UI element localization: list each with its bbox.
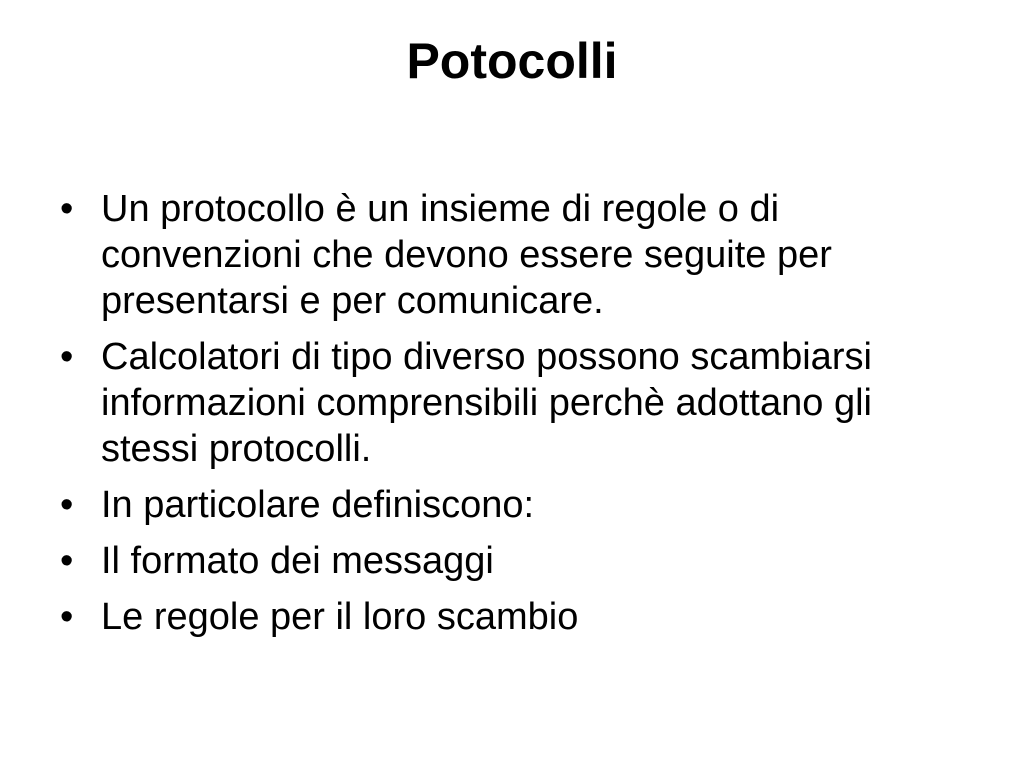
bullet-list [60, 186, 960, 650]
bullet-text: Il formato dei messaggi [101, 540, 494, 582]
bullet-item [60, 538, 960, 584]
bullet-dot-icon: • [60, 188, 74, 230]
bullet-dot-icon: • [60, 336, 74, 378]
bullet-item [60, 186, 960, 324]
bullet-item [60, 594, 960, 640]
bullet-dot-icon: • [60, 596, 74, 638]
bullet-dot-icon: • [60, 540, 74, 582]
slide-title: Potocolli [406, 33, 618, 89]
bullet-text: Un protocollo è un insieme di regole o di convenzioni che devono essere seguite per presentarsi e per comunicare. [101, 188, 832, 322]
bullet-text: Calcolatori di tipo diverso possono scambiarsi informazioni comprensibili perchè adottano gli stessi protocolli. [101, 336, 872, 470]
bullet-text: Le regole per il loro scambio [101, 596, 579, 638]
bullet-text: In particolare definiscono: [101, 484, 535, 526]
bullet-dot-icon: • [60, 484, 74, 526]
bullet-item [60, 482, 960, 528]
bullet-item [60, 334, 960, 472]
